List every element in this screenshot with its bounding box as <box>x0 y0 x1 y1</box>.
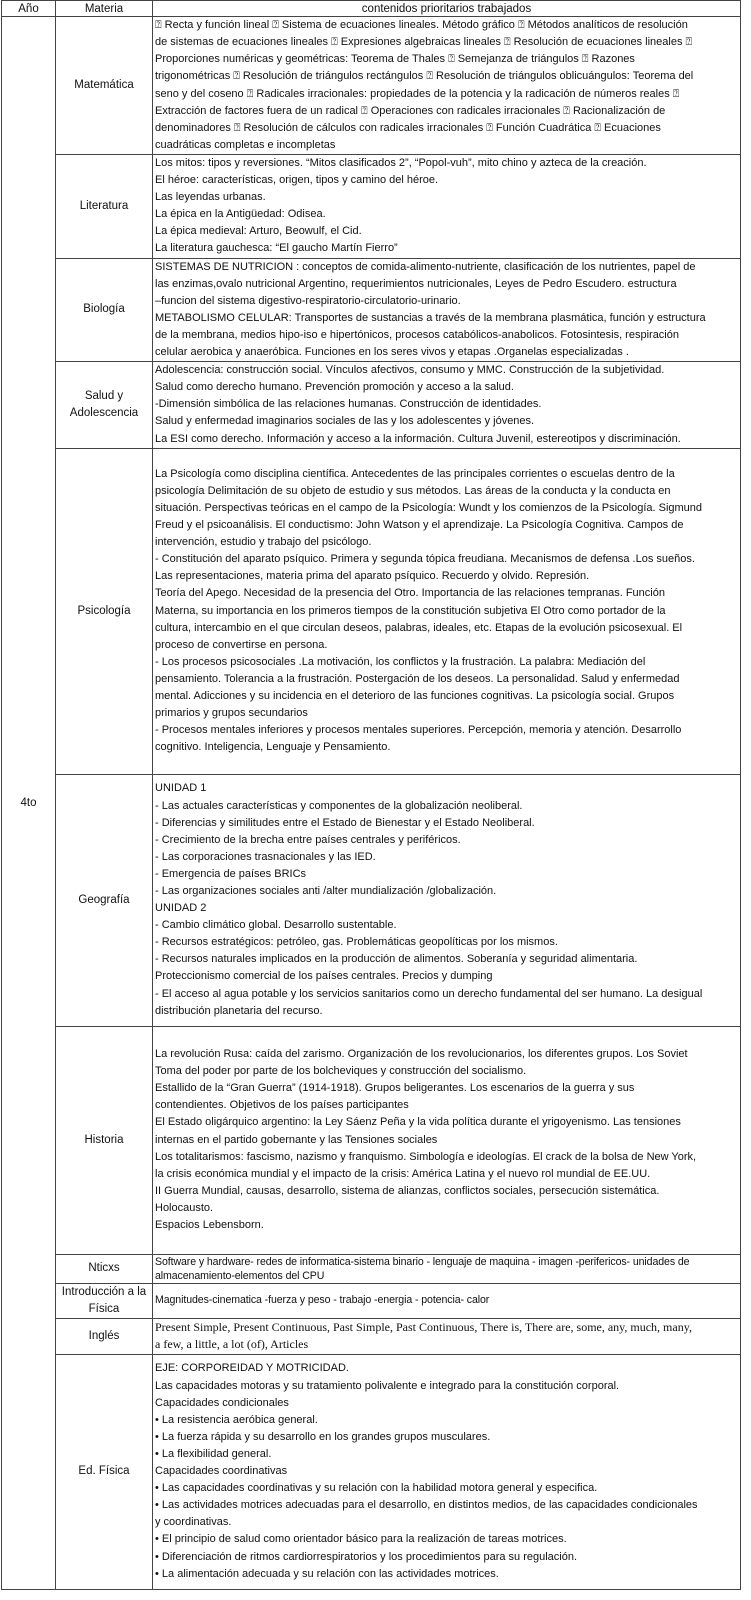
header-year: Año <box>2 1 56 17</box>
content-line: -Dimensión simbólica de las relaciones humanas. Construcción de identidades. <box>155 398 542 411</box>
content-line: - Emergencia de países BRICs <box>155 867 307 880</box>
content-line: La revolución Rusa: caída del zarismo. Organización de los revolucionarios, los diferentes grupos. Los Soviet <box>155 1048 688 1061</box>
content-line: • Las capacidades coordinativas y su relación con la habilidad motora general y especifica. <box>155 1482 598 1495</box>
content-line: a few, a little, a lot (of), Articles <box>155 1337 309 1352</box>
content-line: • La flexibilidad general. <box>155 1447 272 1460</box>
content-line: - El acceso al agua potable y los servicios sanitarios como un derecho fundamental del ser humano. La desigual <box>155 987 703 1000</box>
content-line: - Crecimiento de la brecha entre países centrales y periféricos. <box>155 833 461 846</box>
content-line: Estallido de la “Gran Guerra” (1914-1918). Grupos beligerantes. Los escenarios de la guerra y sus <box>155 1082 635 1095</box>
content-line: • La fuerza rápida y su desarrollo en los grandes grupos musculares. <box>155 1430 491 1443</box>
content-line: - Las actuales características y componentes de la globalización neoliberal. <box>155 799 523 812</box>
contents-table <box>1 0 741 1590</box>
content-line: Software y hardware- redes de informatica-sistema binario - lenguaje de maquina - imagen -perifericos- unidades de <box>155 1255 690 1268</box>
content-line: • Las actividades motrices adecuadas para el desarrollo, en distintos medios, de las capacidades condicionales <box>155 1499 698 1512</box>
content-line: internas en el partido gobernante y las Tensiones sociales <box>155 1133 438 1146</box>
content-cell <box>153 155 741 259</box>
subject-cell: Salud y Adolescencia <box>56 362 153 448</box>
content-line: y coordinativas. <box>155 1516 232 1529</box>
content-line: - Procesos mentales inferiores y procesos mentales superiores. Percepción, memoria y atención. Desarrollo <box>155 724 682 737</box>
content-line: Teoría del Apego. Necesidad de la presencia del Otro. Importancia de las relaciones tempranas. Función <box>155 587 665 600</box>
header-content: contenidos prioritarios trabajados <box>153 1 741 17</box>
subject-cell: Psicología <box>56 448 153 774</box>
content-line: Adolescencia: construcción social. Vínculos afectivos, consumo y MMC. Construcción de la subjetividad. <box>155 364 665 377</box>
content-line: psicología Delimitación de su objeto de estudio y sus métodos. Las áreas de la conducta y la conducta en <box>155 484 671 497</box>
content-line: Salud y enfermedad imaginarios sociales de las y los adolescentes y jóvenes. <box>155 415 535 428</box>
content-line: Proteccionismo comercial de los países centrales. Precios y dumping <box>155 970 493 983</box>
content-line: de la membrana, medios hipo-iso e hipertónicos, procesos catabólicos-anabolicos. Fotosintesis, respiración <box>155 328 679 341</box>
content-line: primarios y grupos secundarios <box>155 707 308 720</box>
content-line: Las representaciones, materia prima del aparato psíquico. Recuerdo y olvido. Represión. <box>155 570 590 583</box>
content-line: - Los procesos psicosociales .La motivación, los conflictos y la frustración. La palabra: Mediación del <box>155 655 646 668</box>
content-cell <box>153 1026 741 1254</box>
content-line: UNIDAD 2 <box>155 902 207 915</box>
subject-cell: Historia <box>56 1026 153 1254</box>
table-row <box>2 774 741 1026</box>
content-cell <box>153 774 741 1026</box>
content-line: Freud y el psicoanálisis. El conductismo: John Watson y el aprendizaje. La Psicología Cognitiva. Campos de <box>155 519 684 532</box>
table-row <box>2 1318 741 1354</box>
subject-cell: Nticxs <box>56 1254 153 1283</box>
content-line: cognitivo. Inteligencia, Lenguaje y Pensamiento. <box>155 741 391 754</box>
content-line: cultura, intercambio en el que circulan deseos, palabras, ideales, etc. Etapas de la evolución psicosexual. El <box>155 621 683 634</box>
content-line: Materna, su importancia en los primeros tiempos de la constitución subjetiva El Otro como portador de la <box>155 604 666 617</box>
content-line: Extracción de factores fuera de un radical ⍰ Operaciones con radicales irracionales ⍰ Racionalización de <box>155 104 666 117</box>
subject-cell: Introducción a la Física <box>56 1283 153 1318</box>
content-line: Capacidades condicionales <box>155 1396 289 1409</box>
content-cell <box>153 258 741 362</box>
content-line: - Recursos naturales implicados en la producción de alimentos. Soberanía y seguridad alimentaria. <box>155 953 638 966</box>
content-line: de sistemas de ecuaciones lineales ⍰ Expresiones algebraicas lineales ⍰ Resolución de ecuaciones lineales ⍰ <box>155 36 693 49</box>
content-line: • La resistencia aeróbica general. <box>155 1413 318 1426</box>
content-line: pensamiento. Tolerancia a la frustración. Postergación de los deseos. La personalidad. Salud y enfermedad <box>155 672 680 685</box>
table-row <box>2 448 741 774</box>
content-line: EJE: CORPOREIDAD Y MOTRICIDAD. <box>155 1362 349 1375</box>
content-line: - Diferencias y similitudes entre el Estado de Bienestar y el Estado Neoliberal. <box>155 816 535 829</box>
table-row <box>2 362 741 448</box>
content-line: - Cambio climático global. Desarrollo sustentable. <box>155 919 397 932</box>
content-line: mental. Adicciones y su incidencia en el deterioro de las funciones cognitivas. La psicología social. Grupos <box>155 690 675 703</box>
content-line: Espacios Lebensborn. <box>155 1219 264 1232</box>
content-line: ⍰ Recta y función lineal ⍰ Sistema de ecuaciones lineales. Método gráfico ⍰ Métodos analíticos de resolución <box>155 19 688 32</box>
content-line: Holocausto. <box>155 1201 214 1214</box>
header-subject: Materia <box>56 1 153 17</box>
content-line: situación. Perspectivas teóricas en el campo de la Psicología: Wundt y los comienzos de la Psicología. Sigmund <box>155 501 703 514</box>
content-line: El héroe: características, origen, tipos y camino del héroe. <box>155 174 439 187</box>
content-cell <box>153 17 741 155</box>
content-line: La ESI como derecho. Información y acceso a la información. Cultura Juvenil, estereotipos y discriminación. <box>155 432 681 445</box>
content-line: Magnitudes-cinematica -fuerza y peso - trabajo -energia - potencia- calor <box>155 1294 490 1307</box>
content-line: METABOLISMO CELULAR: Transportes de sustancias a través de la membrana plasmática, función y estructura <box>155 311 706 324</box>
content-line: Capacidades coordinativas <box>155 1465 288 1478</box>
content-line: Salud como derecho humano. Prevención promoción y acceso a la salud. <box>155 381 514 394</box>
content-cell <box>153 1254 741 1283</box>
content-cell <box>153 1354 741 1589</box>
content-cell <box>153 448 741 774</box>
content-line: La Psicología como disciplina científica. Antecedentes de las principales corrientes o escuelas dentro de la <box>155 467 675 480</box>
content-line: La épica medieval: Arturo, Beowulf, el Cid. <box>155 225 362 238</box>
content-line: trigonométricas ⍰ Resolución de triángulos rectángulos ⍰ Resolución de triángulos oblicuángulos: Teorema del <box>155 70 694 83</box>
table-row <box>2 155 741 259</box>
content-line: denominadores ⍰ Resolución de cálculos con radicales irracionales ⍰ Función Cuadrática ⍰ Ecuaciones <box>155 121 661 134</box>
content-line: intervención, estudio y trabajo del psicólogo. <box>155 536 372 549</box>
content-cell <box>153 1318 741 1354</box>
content-line: Toma del poder por parte de los bolcheviques y construcción del socialismo. <box>155 1065 527 1078</box>
table-row <box>2 1354 741 1589</box>
content-line: contendientes. Objetivos de los países participantes <box>155 1099 409 1112</box>
content-line: • Diferenciación de ritmos cardiorrespiratorios y los procedimientos para su regulación. <box>155 1550 578 1563</box>
subject-cell: Geografía <box>56 774 153 1026</box>
content-line: Las leyendas urbanas. <box>155 191 266 204</box>
content-line: cuadráticas completas e incompletas <box>155 138 336 151</box>
content-cell <box>153 362 741 448</box>
content-line: Present Simple, Present Continuous, Past Simple, Past Continuous, There is, There are, some, any, much, many, <box>155 1320 692 1334</box>
table-row <box>2 1254 741 1283</box>
content-line: La literatura gauchesca: “El gaucho Martín Fierro” <box>155 242 398 255</box>
content-line: - Las corporaciones trasnacionales y las IED. <box>155 850 376 863</box>
header-row <box>2 1 741 17</box>
content-line: • La alimentación adecuada y su relación con las actividades motrices. <box>155 1567 499 1580</box>
content-line: - Recursos estratégicos: petróleo, gas. Problemáticas geopolíticas por los mismos. <box>155 936 558 949</box>
subject-cell: Biología <box>56 258 153 362</box>
content-cell <box>153 1283 741 1318</box>
content-line: La épica en la Antigüedad: Odisea. <box>155 208 326 221</box>
table-row <box>2 258 741 362</box>
content-line: Las capacidades motoras y su tratamiento polivalente e integrado para la constitución corporal. <box>155 1379 620 1392</box>
content-line: UNIDAD 1 <box>155 782 207 795</box>
content-line: - Constitución del aparato psíquico. Primera y segunda tópica freudiana. Mecanismos de defensa .Los sueños. <box>155 553 695 566</box>
content-line: - Las organizaciones sociales anti /alter mundialización /globalización. <box>155 885 497 897</box>
content-line: celular aerobica y anaeróbica. Funciones en los seres vivos y etapas .Organelas especializadas . <box>155 346 629 359</box>
subject-cell: Literatura <box>56 155 153 259</box>
content-line: • El principio de salud como orientador básico para la realización de tareas motrices. <box>155 1533 567 1546</box>
content-line: SISTEMAS DE NUTRICION : conceptos de comida-alimento-nutriente, clasificación de los nutrientes, papel de <box>155 260 696 273</box>
content-line: El Estado oligárquico argentino: la Ley Sáenz Peña y la vida política durante el yrigoyenismo. Las tensiones <box>155 1116 681 1129</box>
year-cell: 4to <box>2 17 56 1590</box>
content-line: seno y del coseno ⍰ Radicales irracionales: propiedades de la potencia y la radicación de números reales ⍰ <box>155 87 680 100</box>
subject-cell: Inglés <box>56 1318 153 1354</box>
content-line: distribución planetaria del recurso. <box>155 1004 323 1017</box>
subject-cell: Matemática <box>56 17 153 155</box>
content-line: Proporciones numéricas y geométricas: Teorema de Thales ⍰ Semejanza de triángulos ⍰ Razones <box>155 53 635 66</box>
content-line: almacenamiento-elementos del CPU <box>155 1269 325 1282</box>
content-line: –funcion del sistema digestivo-respiratorio-circulatorio-urinario. <box>155 294 461 307</box>
table-row <box>2 1283 741 1318</box>
content-line: las enzimas,ovalo nutricional Argentino, requerimientos nutricionales, Leyes de Pedro Escudero. estructura <box>155 277 677 290</box>
content-line: la crisis económica mundial y el impacto de la crisis: América Latina y el nuevo rol mundial de EE.UU. <box>155 1167 651 1180</box>
content-line: Los totalitarismos: fascismo, nazismo y franquismo. Simbología e ideologías. El crack de la bolsa de New York, <box>155 1150 697 1163</box>
subject-cell: Ed. Física <box>56 1354 153 1589</box>
content-line: proceso de convertirse en persona. <box>155 638 328 651</box>
content-line: Los mitos: tipos y reversiones. “Mitos clasificados 2”, “Popol-vuh”, mito chino y azteca de la creación. <box>155 157 647 169</box>
content-line: II Guerra Mundial, causas, desarrollo, sistema de alianzas, conflictos sociales, persecución sistemática. <box>155 1184 660 1197</box>
table-row <box>2 1026 741 1254</box>
table-row <box>2 17 741 155</box>
